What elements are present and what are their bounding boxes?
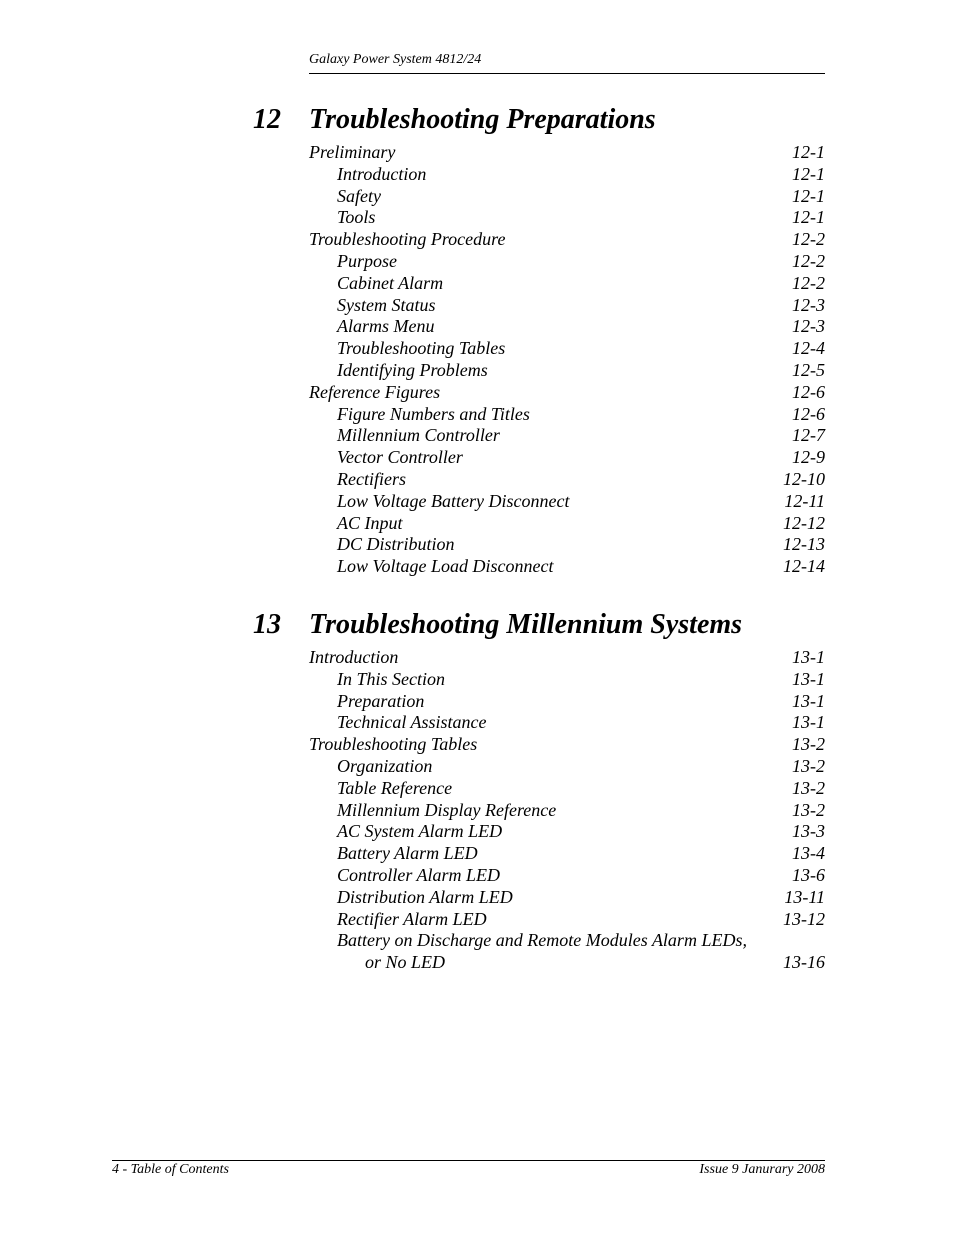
chapter-number: 12 [253, 104, 281, 135]
toc-entry-label: Rectifiers [337, 468, 406, 489]
toc-entry-page: 12-1 [792, 185, 825, 206]
toc-entry-page: 13-2 [792, 734, 825, 755]
toc-entry[interactable] [309, 142, 825, 164]
toc-entry[interactable] [309, 404, 825, 426]
toc-entry-label: Low Voltage Load Disconnect [337, 556, 554, 577]
toc-entry-page: 12-6 [792, 403, 825, 424]
toc-entry[interactable] [309, 800, 825, 822]
toc-entry-page: 12-12 [783, 512, 825, 533]
toc-entry-page: 13-16 [783, 952, 825, 973]
running-header: Galaxy Power System 4812/24 [309, 52, 482, 67]
toc-entry-page: 12-2 [792, 229, 825, 250]
toc-entry-label: Low Voltage Battery Disconnect [337, 490, 570, 511]
toc-entry[interactable] [309, 756, 825, 778]
toc-list-chapter-13 [309, 647, 825, 974]
toc-entry-label: Technical Assistance [337, 712, 487, 733]
toc-entry-label: Alarms Menu [337, 316, 435, 337]
toc-entry-label: Introduction [337, 163, 427, 184]
toc-entry[interactable] [309, 207, 825, 229]
toc-entry-label: DC Distribution [337, 534, 455, 555]
toc-entry-page: 12-1 [792, 207, 825, 228]
toc-entry-page: 12-7 [792, 425, 825, 446]
toc-entry[interactable] [309, 952, 825, 974]
toc-entry[interactable] [309, 647, 825, 669]
toc-entry[interactable] [309, 382, 825, 404]
toc-entry-label: Troubleshooting Tables [337, 338, 506, 359]
toc-entry-label: Cabinet Alarm [337, 272, 444, 293]
toc-entry-label: Controller Alarm LED [337, 864, 501, 885]
toc-entry-label: Identifying Problems [337, 359, 488, 380]
toc-entry[interactable] [309, 295, 825, 317]
toc-entry[interactable] [309, 186, 825, 208]
toc-entry[interactable] [309, 734, 825, 756]
toc-entry-page: 12-14 [783, 556, 825, 577]
toc-entry-label: Safety [337, 185, 381, 206]
toc-entry-page: 12-3 [792, 294, 825, 315]
toc-entry-label: AC System Alarm LED [337, 821, 503, 842]
toc-entry-page: 12-4 [792, 338, 825, 359]
toc-entry[interactable] [309, 513, 825, 535]
toc-entry[interactable] [309, 887, 825, 909]
toc-entry[interactable] [309, 273, 825, 295]
toc-entry-label: Tools [337, 207, 376, 228]
chapter-title: Troubleshooting Preparations [309, 104, 656, 135]
toc-entry[interactable] [309, 360, 825, 382]
toc-entry[interactable] [309, 909, 825, 931]
toc-entry[interactable] [309, 712, 825, 734]
toc-entry-label: Troubleshooting Tables [309, 734, 478, 755]
toc-entry[interactable] [309, 491, 825, 513]
toc-entry-label: Vector Controller [337, 447, 463, 468]
toc-entry-page: 12-10 [783, 468, 825, 489]
toc-entry[interactable] [309, 338, 825, 360]
toc-entry-page: 13-12 [783, 908, 825, 929]
toc-entry-page: 13-2 [792, 777, 825, 798]
toc-entry[interactable] [309, 316, 825, 338]
toc-entry-label: Rectifier Alarm LED [337, 908, 487, 929]
toc-entry-label: Distribution Alarm LED [337, 886, 513, 907]
toc-entry[interactable] [309, 556, 825, 578]
toc-entry-page: 12-1 [792, 142, 825, 162]
toc-entry[interactable] [309, 821, 825, 843]
toc-entry[interactable] [309, 691, 825, 713]
toc-entry-page: 12-11 [784, 490, 825, 511]
toc-entry-label: or No LED [365, 952, 446, 973]
toc-entry-label: Organization [337, 755, 433, 776]
toc-entry-page: 13-6 [792, 864, 825, 885]
toc-entry-page: 12-2 [792, 250, 825, 271]
toc-entry-page: 12-2 [792, 272, 825, 293]
toc-entry-page: 13-11 [784, 886, 825, 907]
toc-entry-page: 13-1 [792, 690, 825, 711]
chapter-13-heading [253, 609, 742, 641]
toc-entry[interactable] [309, 778, 825, 800]
toc-entry-page: 12-3 [792, 316, 825, 337]
toc-entry-label: Millennium Controller [337, 425, 500, 446]
toc-entry[interactable] [309, 229, 825, 251]
toc-entry[interactable] [309, 843, 825, 865]
toc-entry[interactable] [309, 865, 825, 887]
toc-entry[interactable] [309, 669, 825, 691]
footer-rule [112, 1160, 825, 1161]
toc-entry-label: Table Reference [337, 777, 453, 798]
toc-entry-label: Troubleshooting Procedure [309, 229, 506, 250]
toc-entry-page: 13-1 [792, 668, 825, 689]
toc-entry[interactable] [309, 469, 825, 491]
toc-entry-page: 13-1 [792, 712, 825, 733]
toc-entry-page: 12-5 [792, 359, 825, 380]
toc-entry-label: Battery Alarm LED [337, 843, 478, 864]
toc-entry-page: 12-9 [792, 447, 825, 468]
toc-entry[interactable] [309, 534, 825, 556]
toc-entry-page: 13-1 [792, 647, 825, 667]
toc-entry-page: 12-13 [783, 534, 825, 555]
toc-entry[interactable] [309, 425, 825, 447]
toc-entry-label: Figure Numbers and Titles [337, 403, 530, 424]
toc-entry-label: In This Section [337, 668, 445, 689]
chapter-number: 13 [253, 609, 281, 640]
toc-entry-page: 12-6 [792, 381, 825, 402]
chapter-title: Troubleshooting Millennium Systems [309, 609, 743, 640]
footer-section-label: 4 - Table of Contents [112, 1162, 229, 1177]
toc-entry-label: System Status [337, 294, 436, 315]
toc-entry[interactable] [309, 447, 825, 469]
header-rule [309, 73, 825, 74]
toc-entry-page: 13-4 [792, 843, 825, 864]
toc-entry-label: Introduction [309, 647, 399, 667]
toc-entry[interactable] [309, 164, 825, 186]
chapter-12-heading [253, 104, 656, 136]
toc-entry-page: 13-2 [792, 755, 825, 776]
toc-list-chapter-12 [309, 142, 825, 578]
footer-issue-date: Issue 9 Janurary 2008 [699, 1162, 825, 1177]
toc-entry-page: 13-2 [792, 799, 825, 820]
toc-entry-label: Battery on Discharge and Remote Modules Alarm LEDs, [337, 930, 747, 951]
toc-entry-label: Millennium Display Reference [337, 799, 557, 820]
toc-entry-page: 12-1 [792, 163, 825, 184]
toc-entry[interactable] [309, 930, 825, 952]
toc-entry[interactable] [309, 251, 825, 273]
toc-entry-label: Preliminary [309, 142, 396, 162]
toc-entry-label: Purpose [337, 250, 397, 271]
toc-entry-label: AC Input [337, 512, 403, 533]
toc-entry-label: Reference Figures [309, 381, 441, 402]
toc-entry-label: Preparation [337, 690, 425, 711]
toc-entry-page: 13-3 [792, 821, 825, 842]
